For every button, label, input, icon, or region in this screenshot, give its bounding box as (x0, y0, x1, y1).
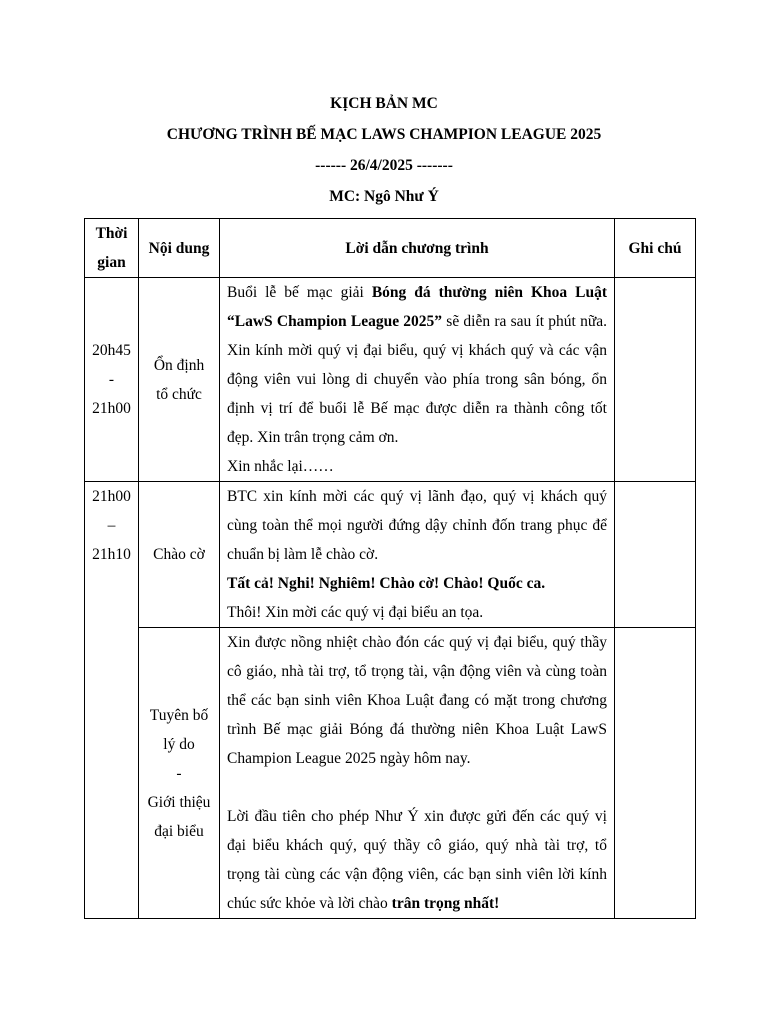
date-line: ------ 26/4/2025 ------- (315, 157, 453, 174)
script-cell (220, 628, 615, 919)
blank-line (227, 773, 607, 802)
content-cell: Chào cờ (139, 482, 220, 628)
header-time (85, 219, 139, 278)
time-cell (85, 278, 139, 482)
time-end: 21h10 (92, 546, 131, 563)
content-line: Tuyên bố (149, 706, 209, 724)
content-cell (139, 628, 220, 919)
header-note: Ghi chú (615, 219, 696, 278)
note-cell (615, 482, 696, 628)
time-separator: – (107, 517, 116, 534)
header-script: Lời dẫn chương trình (220, 219, 615, 278)
table-row (85, 482, 696, 628)
content-line: - (176, 764, 182, 782)
script-paragraph: BTC xin kính mời các quý vị lãnh đạo, quý vị khách quý cùng toàn thể mọi người đứng dậy chỉnh đốn trang phục để chuẩn bị làm lễ chào cờ. (227, 488, 607, 563)
table-row (85, 278, 696, 482)
script-table (84, 218, 696, 919)
content-cell (139, 278, 220, 482)
table-row (85, 628, 696, 919)
content-line: lý do (163, 735, 195, 753)
time-cell (85, 482, 139, 919)
content-line: tổ chức (156, 385, 202, 403)
content-line: Ổn định (153, 356, 205, 374)
header-content: Nội dung (139, 219, 220, 278)
header-time-line2: gian (97, 254, 126, 271)
script-cell (220, 278, 615, 482)
script-cell (220, 482, 615, 628)
time-start: 20h45 (92, 342, 131, 359)
script-paragraph: Lời đầu tiên cho phép Như Ý xin được gửi đến các quý vị đại biểu khách quý, quý thầy cô giáo, quý nhà tài trợ, tổ trọng tài cùng các vận động viên, các bạn sinh viên lời kính chúc sức khỏe và lời chào trân trọng nhất! (227, 808, 607, 912)
table-header-row (85, 219, 696, 278)
script-paragraph: Buổi lễ bế mạc giải Bóng đá thường niên Khoa Luật “LawS Champion League 2025” sẽ diễn ra sau ít phút nữa. Xin kính mời quý vị đại biểu, quý vị khách quý và các vận động viên vui lòng di chuyển vào phía trong sân bóng, ổn định vị trí để buổi lễ Bế mạc được diễn ra thành công tốt đẹp. Xin trân trọng cảm ơn. (227, 284, 607, 446)
note-cell (615, 278, 696, 482)
time-separator: - (108, 371, 115, 388)
content-line: Giới thiệu (147, 793, 211, 811)
script-paragraph: Xin được nồng nhiệt chào đón các quý vị đại biểu, quý thầy cô giáo, nhà tài trợ, tổ trọng tài, vận động viên và cùng toàn thể các bạn sinh viên Khoa Luật đang có mặt trong chương trình Bế mạc giải Bóng đá thường niên Khoa Luật LawS Champion League 2025 ngày hôm nay. (227, 634, 607, 767)
note-cell (615, 628, 696, 919)
mc-name: MC: Ngô Như Ý (329, 188, 439, 205)
time-start: 21h00 (92, 488, 131, 505)
script-paragraph: Thôi! Xin mời các quý vị đại biểu an tọa. (227, 604, 484, 621)
content-line: đại biểu (154, 822, 204, 840)
script-paragraph: Tất cả! Nghi! Nghiêm! Chào cờ! Chào! Quốc ca. (227, 575, 546, 592)
time-end: 21h00 (92, 400, 131, 417)
doc-title: KỊCH BẢN MC (330, 95, 438, 112)
header-time-line1: Thời (95, 225, 128, 242)
script-paragraph: Xin nhắc lại…… (227, 458, 334, 475)
program-title: CHƯƠNG TRÌNH BẾ MẠC LAWS CHAMPION LEAGUE 2025 (166, 126, 602, 143)
